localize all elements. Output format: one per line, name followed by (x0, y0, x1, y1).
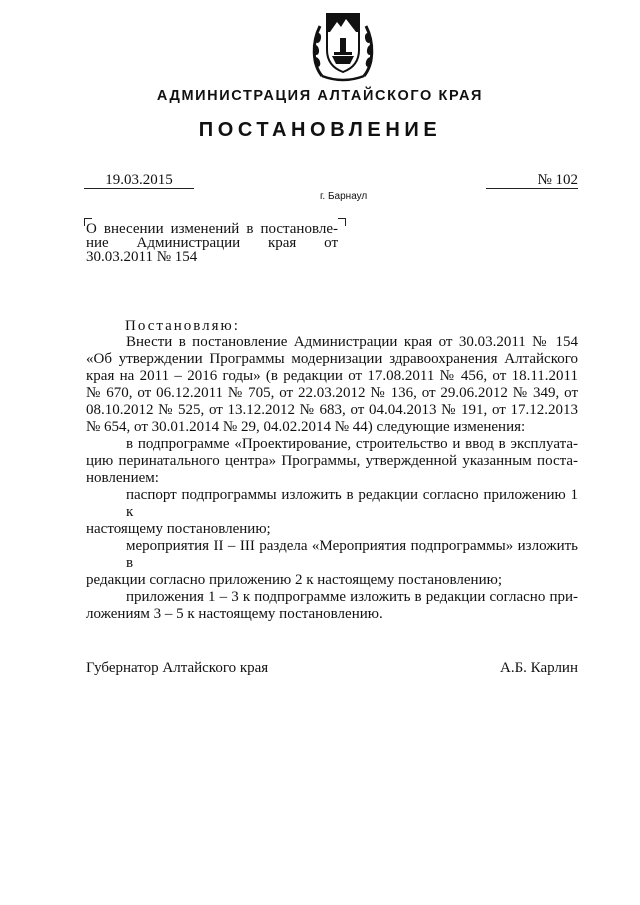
body-line: края на 2011 – 2016 годы» (в редакции от 17.08.2011 № 456, от 18.11.2011 (86, 368, 578, 384)
body-line: «Об утверждении Программы модернизации здравоохранения Алтайского (86, 351, 578, 367)
signatory-name: А.Б. Карлин (499, 660, 578, 676)
altai-krai-coat-of-arms-icon (310, 6, 376, 82)
body-line: редакции согласно приложению 2 к настоящему постановлению; (86, 572, 502, 588)
subject-line: ние Администрации края от (86, 235, 338, 251)
body-line: № 654, от 30.01.2014 № 29, 04.02.2014 № 44) следующие изменения: (86, 419, 526, 435)
body-line: настоящему постановлению; (86, 521, 271, 537)
subject-line: О внесении изменений в постановле- (86, 221, 338, 237)
document-city: г. Барнаул (320, 191, 368, 202)
body-line: паспорт подпрограммы изложить в редакции согласно приложению 1 к (126, 487, 578, 520)
document-subject (86, 222, 338, 264)
body-line: 08.10.2012 № 525, от 13.12.2012 № 683, от 04.04.2013 № 191, от 17.12.2013 (86, 402, 578, 418)
body-line: новлением: (86, 470, 159, 486)
body-line: приложения 1 – 3 к подпрограмме изложить в редакции согласно при- (126, 589, 578, 605)
body-line: мероприятия II – III раздела «Мероприятия подпрограммы» изложить в (126, 538, 578, 571)
subject-bracket-right (338, 218, 346, 226)
body-line: ложениям 3 – 5 к настоящему постановлению. (86, 606, 383, 622)
subject-line: 30.03.2011 № 154 (86, 249, 198, 265)
number-underline (486, 188, 578, 189)
document-date: 19.03.2015 (105, 172, 173, 188)
document-type: ПОСТАНОВЛЕНИЕ (198, 119, 442, 141)
signatory-position: Губернатор Алтайского края (86, 660, 269, 676)
date-underline (84, 188, 194, 189)
decree-word: Постановляю: (125, 318, 240, 334)
organization-name: АДМИНИСТРАЦИЯ АЛТАЙСКОГО КРАЯ (156, 88, 484, 104)
document-number: № 102 (537, 172, 578, 188)
document-body (86, 334, 578, 623)
body-line: в подпрограмме «Проектирование, строительство и ввод в эксплуата- (126, 436, 578, 452)
body-line: цию перинатального центра» Программы, утвержденной указанным поста- (86, 453, 578, 469)
body-line: Внести в постановление Администрации края от 30.03.2011 № 154 (126, 334, 578, 350)
body-line: № 670, от 06.12.2011 № 705, от 22.03.2012 № 136, от 29.06.2012 № 349, от (86, 385, 578, 401)
